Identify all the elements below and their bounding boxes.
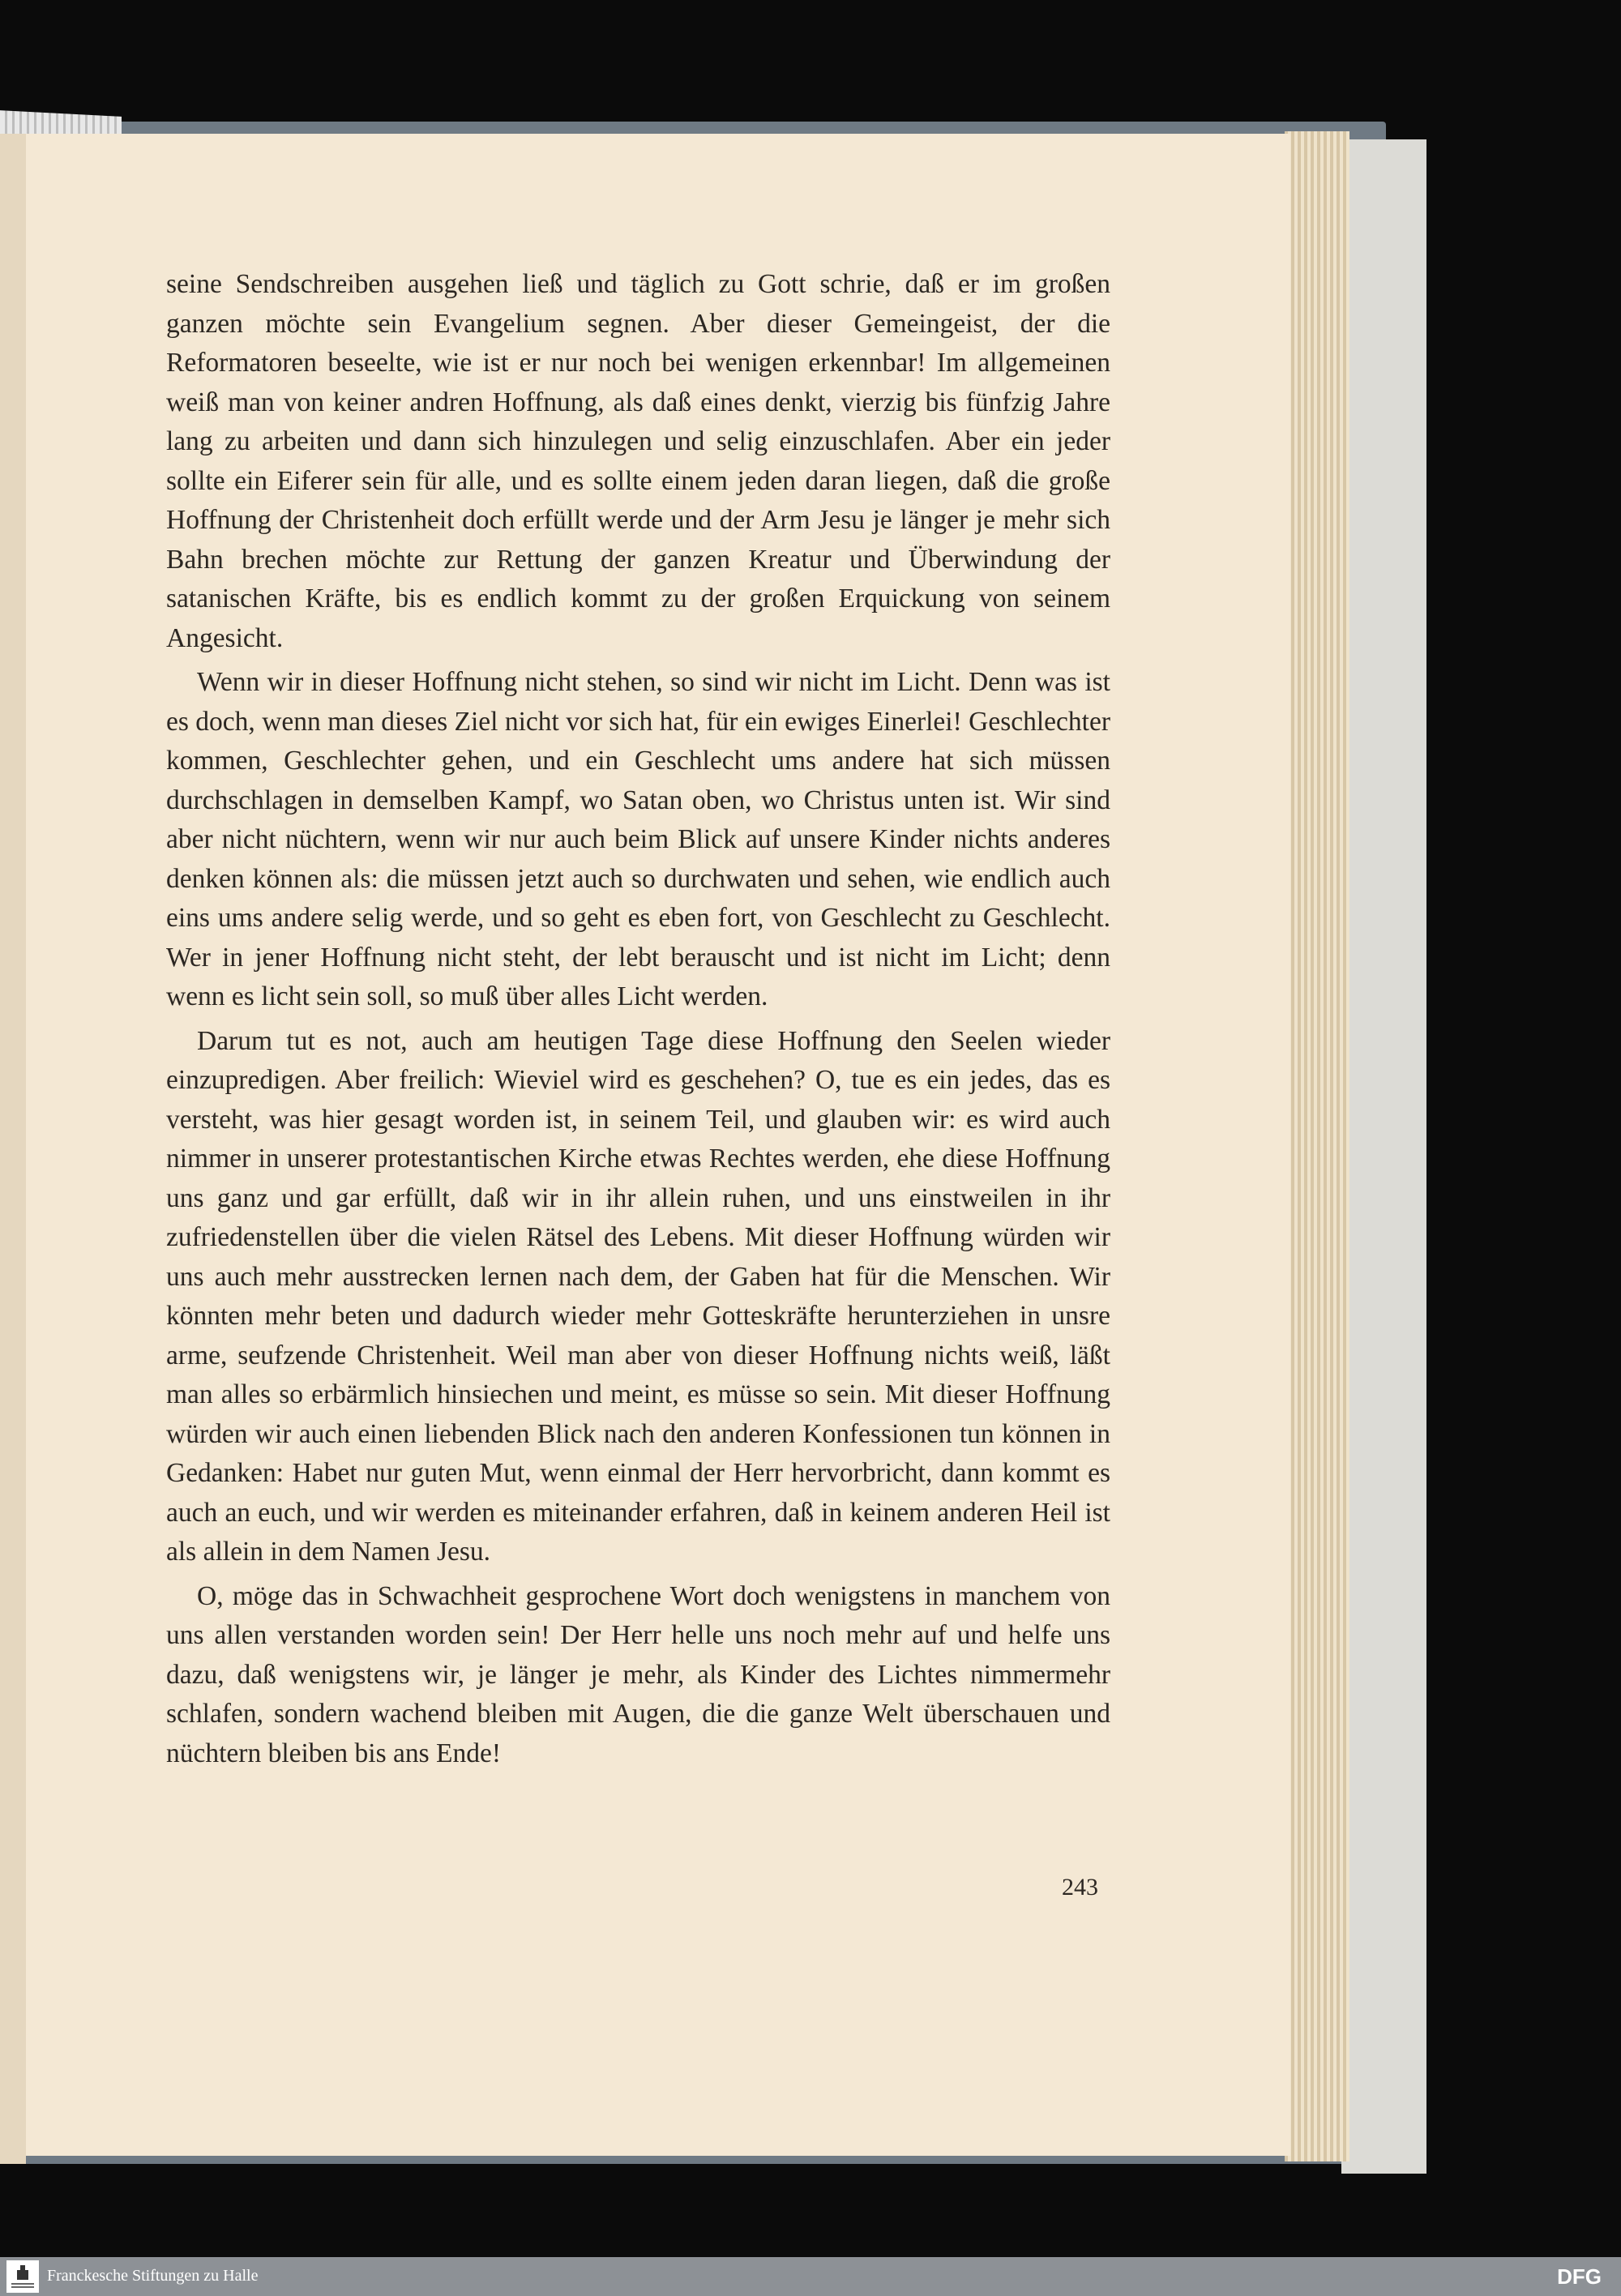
franckesche-stiftungen-logo-icon xyxy=(6,2260,39,2293)
paragraph-2: Wenn wir in dieser Hoffnung nicht stehen, so sind wir nicht im Licht. Denn was ist es doch, wenn man dieses Ziel nicht vor sich hat, für ein ewiges Einerlei! Geschlechter kommen, Geschlechter gehen, und ein Geschlecht ums andere hat sich müssen durchschlagen in demselben Kampf, wo Satan oben, wo Christus unten ist. Wir sind aber nicht nüchtern, wenn wir nur auch beim Blick auf unsere Kinder nichts anderes denken können als: die müssen jetzt auch so durchwaten und sehen, wie endlich auch eins ums andere selig werde, und so geht es eben fort, von Geschlecht zu Geschlecht. Wer in jener Hoffnung nicht steht, der lebt berauscht und ist nicht im Licht; denn wenn es licht sein soll, so muß über alles Licht werden. xyxy=(166,667,1110,1011)
page-text xyxy=(166,265,1110,1778)
page-number: 243 xyxy=(1062,1874,1098,1901)
paragraph-3: Darum tut es not, auch am heutigen Tage diese Hoffnung den Seelen wieder einzupredigen. Aber freilich: Wieviel wird es geschehen? O, tue es ein jedes, das es versteht, was hier gesagt worden ist, in seinem Teil, und glauben wir: es wird auch nimmer in unserer protestantischen Kirche etwas Rechtes werden, ehe diese Hoffnung uns ganz und gar erfüllt, daß wir in ihr allein ruhen, und uns einstweilen in ihr zufriedenstellen über die vielen Rätsel des Lebens. Mit dieser Hoffnung würden wir uns auch mehr ausstrecken lernen nach dem, der Gaben hat für die Menschen. Wir könnten mehr beten und dadurch wieder mehr Gotteskräfte herunterziehen in unsre arme, seufzende Christenheit. Weil man aber von dieser Hoffnung nichts weiß, läßt man alles so erbärmlich hinsiechen und meint, es müsse so sein. Mit dieser Hoffnung würden wir auch einen liebenden Blick nach den anderen Konfessionen tun können in Gedanken: Habet nur guten Mut, wenn einmal der Herr hervorbricht, dann kommt es auch an euch, und wir werden es miteinander erfahren, daß in keinem anderen Heil ist als allein in dem Namen Jesu. xyxy=(166,1025,1110,1567)
footer-institution-name: Franckesche Stiftungen zu Halle xyxy=(47,2267,259,2285)
paragraph-1: seine Sendschreiben ausgehen ließ und täglich zu Gott schrie, daß er im großen ganzen möchte sein Evangelium segnen. Aber dieser Gemeingeist, der die Reformatoren beseelte, wie ist er nur noch bei wenigen erkennbar! Im allgemeinen weiß man von keiner andren Hoffnung, als daß eines denkt, vierzig bis fünfzig Jahre lang zu arbeiten und dann sich hinzulegen und selig einzuschlafen. Aber ein jeder sollte ein Eiferer sein für alle, und es sollte einem jeden daran liegen, daß die große Hoffnung der Christenheit doch erfüllt werde und der Arm Jesu je länger je mehr sich Bahn brechen möchte zur Rettung der ganzen Kreatur und Überwindung der satanischen Kräfte, bis es endlich kommt zu der großen Erquickung von seinem Angesicht. xyxy=(166,269,1110,653)
paragraph-4: O, möge das in Schwachheit gesprochene Wort doch wenigstens in manchem von uns allen verstanden worden sein! Der Herr helle uns noch mehr auf und helfe uns dazu, daß wenigstens wir, je länger je mehr, als Kinder des Lichtes nimmermehr schlafen, sondern wachend bleiben mit Augen, die die ganze Welt überschauen und nüchtern bleiben bis ans Ende! xyxy=(166,1580,1110,1768)
back-sheet xyxy=(1341,139,1426,2174)
previous-page-strip xyxy=(0,134,26,2164)
logo-mark-icon xyxy=(6,2260,39,2293)
viewer-footer xyxy=(0,2257,1621,2296)
page-block-edge xyxy=(1285,131,1349,2161)
dfg-logo: DFG xyxy=(1557,2264,1602,2289)
